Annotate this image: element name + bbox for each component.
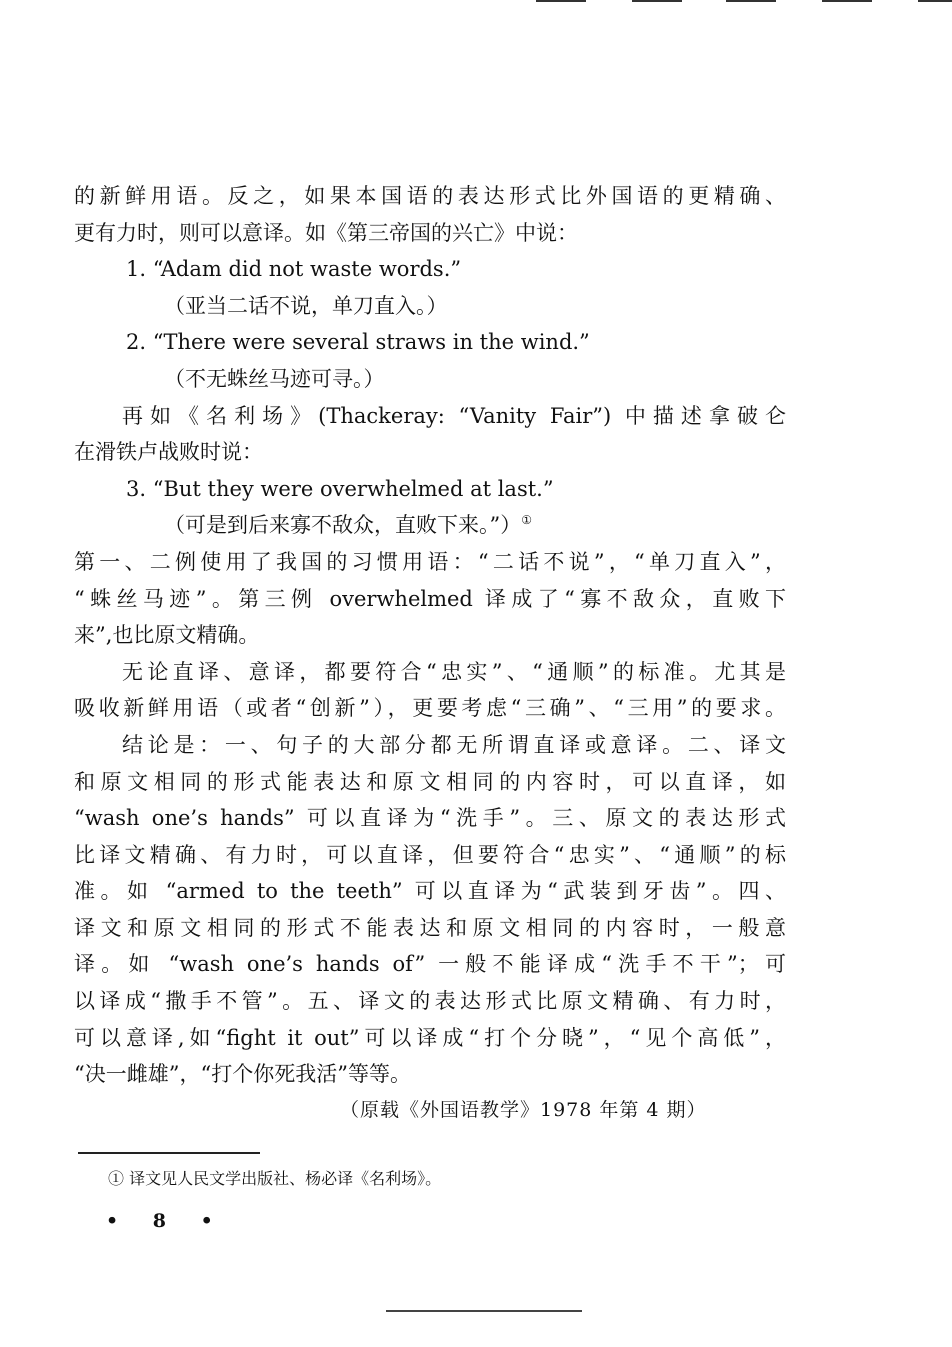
body-line-text: 无论直译、意译，都要符合“忠实”、“通顺”的标准。尤其是 [122, 659, 786, 684]
body-line-text: “决一雌雄”，“打个你死我活”等等。 [74, 1062, 411, 1087]
footnote: ① 译文见人民文学出版社、杨必译《名利场》。 [108, 1169, 442, 1188]
bottom-scan-rule [386, 1310, 582, 1312]
body-line-text: 准。如 “armed to the teeth” 可以直译为“武装到牙齿”。四、 [74, 879, 786, 904]
body-line [74, 983, 786, 1020]
body-line-text: （亚当二话不说，单刀直入。） [164, 293, 448, 318]
body-line [74, 288, 786, 325]
body-line-text: 3. “But they were overwhelmed at last.” [126, 476, 554, 501]
body-line [74, 1020, 786, 1057]
body-text [74, 178, 786, 1093]
body-line [74, 727, 786, 764]
body-line-text: 可以意译,如“fight it out”可以译成“打个分晓”，“见个高低”， [74, 1025, 786, 1050]
body-line-text: （不无蛛丝马迹可寻。） [164, 366, 385, 391]
body-line [74, 800, 786, 837]
body-line-text: 来”,也比原文精确。 [74, 623, 260, 648]
body-line-text: 再如《名利场》(Thackeray: “Vanity Fair”) 中描述拿破仑 [122, 403, 786, 428]
body-line-text: 译文和原文相同的形式不能表达和原文相同的内容时，一般意 [74, 915, 786, 940]
body-line [74, 361, 786, 398]
footnote-rule [78, 1152, 260, 1154]
body-line [74, 215, 786, 252]
body-line [74, 654, 786, 691]
top-edge-rule [822, 0, 872, 2]
body-line-text: “蛛丝马迹”。第三例 overwhelmed 译成了“寡不敌众，直败下 [74, 586, 786, 611]
body-line [74, 1056, 786, 1093]
body-line-text: 以译成“撒手不管”。五、译文的表达形式比原文精确、有力时， [74, 989, 786, 1014]
body-line [74, 617, 786, 654]
body-line-text: 结论是：一、句子的大部分都无所谓直译或意译。二、译文 [122, 732, 786, 757]
body-line [74, 544, 786, 581]
body-line-text: 2. “There were several straws in the wind.” [126, 330, 590, 355]
page-number: • 8 • [106, 1210, 227, 1232]
source-note: （原载《外国语教学》1978 年第 4 期） [340, 1099, 707, 1121]
body-line-text: “wash one’s hands” 可以直译为“洗手”。三、原文的表达形式 [74, 806, 786, 831]
body-line-text: 第一、二例使用了我国的习惯用语：“二话不说”，“单刀直入”， [74, 549, 786, 574]
body-line [74, 873, 786, 910]
body-line-text: 1. “Adam did not waste words.” [126, 257, 462, 282]
body-line-text: 吸收新鲜用语（或者“创新”），更要考虑“三确”、“三用”的要求。 [74, 696, 786, 721]
body-line-text: 和原文相同的形式能表达和原文相同的内容时，可以直译，如 [74, 769, 786, 794]
top-edge-rule [632, 0, 682, 2]
body-line [74, 690, 786, 727]
body-line-text: 在滑铁卢战败时说： [74, 440, 263, 465]
footnote-marker: ① [521, 513, 532, 528]
body-line-text: （可是到后来寡不敌众，直败下来。”） [164, 513, 522, 538]
body-line [74, 251, 786, 288]
body-line [74, 837, 786, 874]
body-line-text: 的新鲜用语。反之，如果本国语的表达形式比外国语的更精确、 [74, 184, 786, 208]
body-line [74, 398, 786, 435]
body-line [74, 178, 786, 215]
body-line [74, 434, 786, 471]
body-line [74, 324, 786, 361]
body-line [74, 910, 786, 947]
body-line [74, 471, 786, 508]
top-edge-rule [536, 0, 586, 2]
body-line [74, 581, 786, 618]
top-edge-rule [726, 0, 776, 2]
body-line-text: 译。如 “wash one’s hands of” 一般不能译成“洗手不干”；可 [74, 952, 786, 977]
body-line [74, 764, 786, 801]
body-line-text: 比译文精确、有力时，可以直译，但要符合“忠实”、“通顺”的标 [74, 842, 786, 867]
top-edge-rule [918, 0, 952, 2]
body-line-text: 更有力时，则可以意译。如《第三帝国的兴亡》中说： [74, 220, 578, 245]
body-line [74, 946, 786, 983]
body-line [74, 507, 786, 544]
